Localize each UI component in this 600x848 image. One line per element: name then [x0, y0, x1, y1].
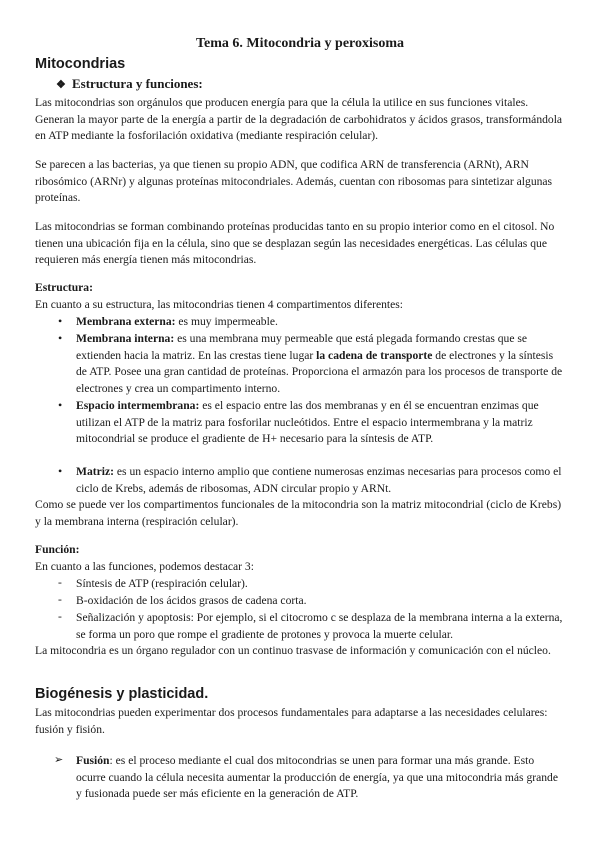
diamond-bullet-icon: ❖: [56, 79, 66, 91]
heading-biogenesis: Biogénesis y plasticidad.: [35, 686, 209, 702]
bullet-term: Fusión: [76, 754, 110, 767]
heading-mitocondrias: Mitocondrias: [35, 56, 126, 72]
page-title: Tema 6. Mitocondria y peroxisoma: [195, 36, 405, 51]
dash-bullet-icon: -: [58, 610, 62, 623]
bullet-term: Membrana interna:: [76, 332, 175, 345]
bullet-text: de electrones y la síntesis de ATP. Posee una gran cantidad de proteínas. Proporciona el armazón para los procesos de transporte de electrones y crea un compartimento interno.: [76, 348, 563, 395]
bullet-membrana-interna: [76, 331, 566, 397]
bullet-text: es un espacio interno amplio que contiene numerosas enzimas necesarias para procesos como el ciclo de Krebs, además de ribosomas, ADN circular propio y ARNt.: [76, 465, 562, 495]
funcion-item-3: Señalización y apoptosis: Por ejemplo, si el citocromo c se desplaza de la membrana interna a la externa, se forma un poro que rompe el gradiente de protones y provoca la muerte celular.: [76, 611, 563, 641]
bullet-text: : es el proceso mediante el cual dos mitocondrias se unen para formar una más grande. Esto ocurre cuando la célula necesita aumentar la producción de energía, ya que una mitocondria más grande y fusionada puede ser más eficiente en la generación de ATP.: [76, 754, 559, 801]
subheading-estructura-funciones: [56, 76, 203, 92]
paragraph-3: Las mitocondrias se forman combinando proteínas producidas tanto en su propio interior como en el citosol. No tienen una ubicación fija en la célula, sino que se desplazan según las necesidades energéticas. Las células que requieren más energía tienen más mitocondrias.: [35, 220, 555, 267]
bullet-icon: •: [58, 331, 63, 345]
bullet-text: es una membrana muy permeable que está plegada formando crestas que se extienden hacia la matriz. En las crestas tiene lugar: [76, 332, 528, 362]
estructura-intro: En cuanto a su estructura, las mitocondrias tienen 4 compartimentos diferentes:: [35, 298, 403, 311]
funcion-item-2: B-oxidación de los ácidos grasos de cadena corta.: [76, 594, 307, 607]
bullet-icon: •: [58, 398, 63, 412]
biogenesis-intro: Las mitocondrias pueden experimentar dos procesos fundamentales para adaptarse a las necesidades celulares: fusión y fisión.: [35, 706, 548, 736]
bullet-term: Espacio intermembrana:: [76, 399, 200, 412]
bullet-icon: •: [58, 464, 63, 478]
bullet-espacio-intermembrana: [76, 398, 566, 448]
bullet-text: es el espacio entre las dos membranas y en él se encuentran enzimas que utilizan el ATP de la matriz para fosforilar nucleótidos. Entre el espacio intermembrana y la matriz mitocondrial se produce el gradiente de H+ necesario para la síntesis de ATP.: [76, 399, 539, 446]
bullet-fusion: [76, 753, 566, 803]
bullet-membrana-externa: [76, 314, 566, 331]
bullet-term: Membrana externa:: [76, 315, 176, 328]
bullet-term: Matriz:: [76, 465, 114, 478]
bullet-matriz: [76, 464, 566, 497]
bullet-text: es muy impermeable.: [175, 315, 278, 328]
subheading-text: Estructura y funciones:: [72, 76, 203, 91]
funcion-item-1: Síntesis de ATP (respiración celular).: [76, 577, 248, 590]
label-estructura: Estructura:: [35, 281, 93, 294]
funcion-intro: En cuanto a las funciones, podemos destacar 3:: [35, 560, 254, 573]
funcion-outro: La mitocondria es un órgano regulador con un continuo trasvase de información y comunicación con el núcleo.: [35, 644, 551, 657]
paragraph-1: Las mitocondrias son orgánulos que producen energía para que la célula la utilice en sus funciones vitales. Generan la mayor parte de la energía a partir de la degradación de carbohidratos y ácidos grasos, transformándola en ATP mediante la fosforilación oxidativa (mediante respiración celular).: [35, 96, 563, 143]
arrow-bullet-icon: ➢: [54, 754, 64, 766]
bullet-icon: •: [58, 314, 63, 328]
label-funcion: Función:: [35, 543, 80, 556]
bullet-bold: la cadena de transporte: [316, 348, 433, 362]
paragraph-2: Se parecen a las bacterias, ya que tienen su propio ADN, que codifica ARN de transferencia (ARNt), ARN ribosómico (ARNr) y algunas proteínas mitocondriales. Además, cuentan con ribosomas para sintetizar algunas proteínas.: [35, 158, 553, 205]
estructura-outro: Como se puede ver los compartimentos funcionales de la mitocondria son la matriz mitocondrial (ciclo de Krebs) y la membrana interna (respiración celular).: [35, 498, 562, 528]
dash-bullet-icon: -: [58, 576, 62, 589]
dash-bullet-icon: -: [58, 593, 62, 606]
